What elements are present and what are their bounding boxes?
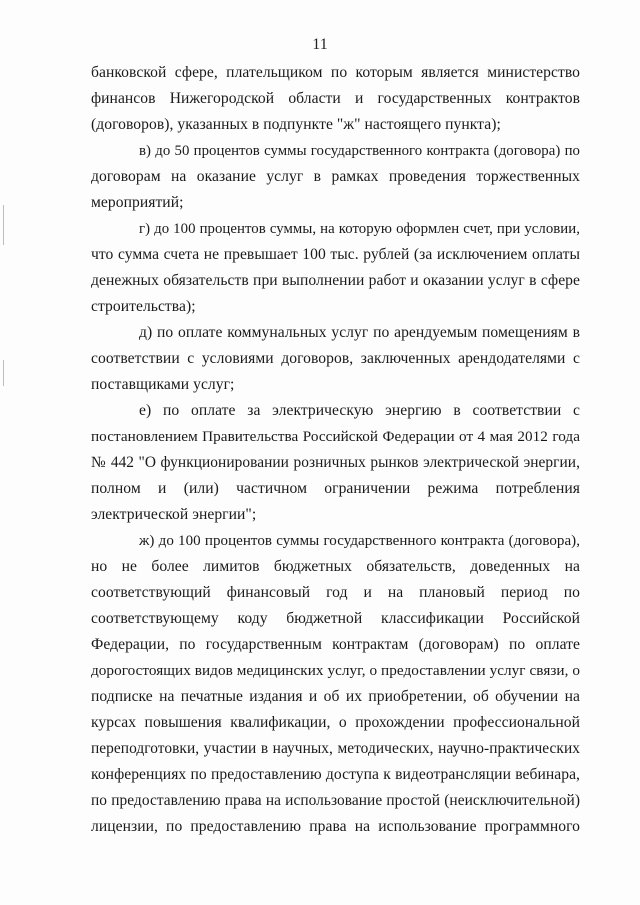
text-line: № 442 "О функционировании розничных рынков электрической энергии, [91, 454, 580, 471]
text-line: подписке на печатные издания и об их приобретении, об обучении на [91, 688, 580, 705]
text-line: (договоров), указанных в подпункте "ж" настоящего пункта); [91, 116, 501, 133]
text-line: соответствии с условиями договоров, заключенных арендодателями с [91, 350, 580, 367]
document-body [91, 60, 580, 840]
text-line: Федерации, по государственным контрактам (договорам) по оплате [91, 636, 580, 653]
text-line: финансов Нижегородской области и государственных контрактов [91, 90, 580, 107]
text-line: соответствующему коду бюджетной классификации Российской [91, 610, 580, 627]
text-line: договорам на оказание услуг в рамках проведения торжественных [91, 168, 580, 185]
text-line: строительства); [91, 298, 196, 315]
text-line: г) до 100 процентов суммы, на которую оформлен счет, при условии, [139, 221, 580, 237]
text-line: мероприятий; [91, 194, 184, 211]
text-line: лицензии, по предоставлению права на использование программного [91, 818, 580, 835]
text-line: е) по оплате за электрическую энергию в соответствии с [139, 402, 580, 419]
text-line: курсах повышения квалификации, о прохождении профессиональной [91, 714, 580, 731]
text-line: электрической энергии"; [91, 506, 257, 523]
text-line: денежных обязательств при выполнении работ и оказании услуг в сфере [91, 272, 580, 289]
text-line: дорогостоящих видов медицинских услуг, о предоставлении услуг связи, о [91, 662, 580, 679]
scan-edge-mark [3, 360, 4, 386]
text-line: конференциях по предоставлению доступа к видеотрансляции вебинара, [91, 766, 580, 783]
text-line: полном и (или) частичном ограничении режима потребления [91, 480, 580, 497]
text-line: что сумма счета не превышает 100 тыс. рублей (за исключением оплаты [91, 246, 580, 263]
text-line: поставщиками услуг; [91, 376, 235, 393]
text-line: банковской сфере, плательщиком по которым является министерство [91, 64, 580, 81]
text-line: но не более лимитов бюджетных обязательств, доведенных на [91, 558, 580, 575]
text-line: д) по оплате коммунальных услуг по арендуемым помещениям в [139, 324, 580, 341]
text-line: постановлением Правительства Российской Федерации от 4 мая 2012 года [91, 428, 580, 445]
scan-edge-mark [3, 205, 4, 245]
text-line: ж) до 100 процентов суммы государственного контракта (договора), [139, 533, 580, 549]
page-number: 11 [312, 36, 328, 53]
text-line: соответствующий финансовый год и на плановый период по [91, 584, 580, 601]
text-line: в) до 50 процентов суммы государственного контракта (договора) по [139, 143, 580, 159]
text-line: переподготовки, участии в научных, методических, научно-практических [91, 740, 580, 757]
text-line: по предоставлению права на использование простой (неисключительной) [91, 792, 580, 809]
